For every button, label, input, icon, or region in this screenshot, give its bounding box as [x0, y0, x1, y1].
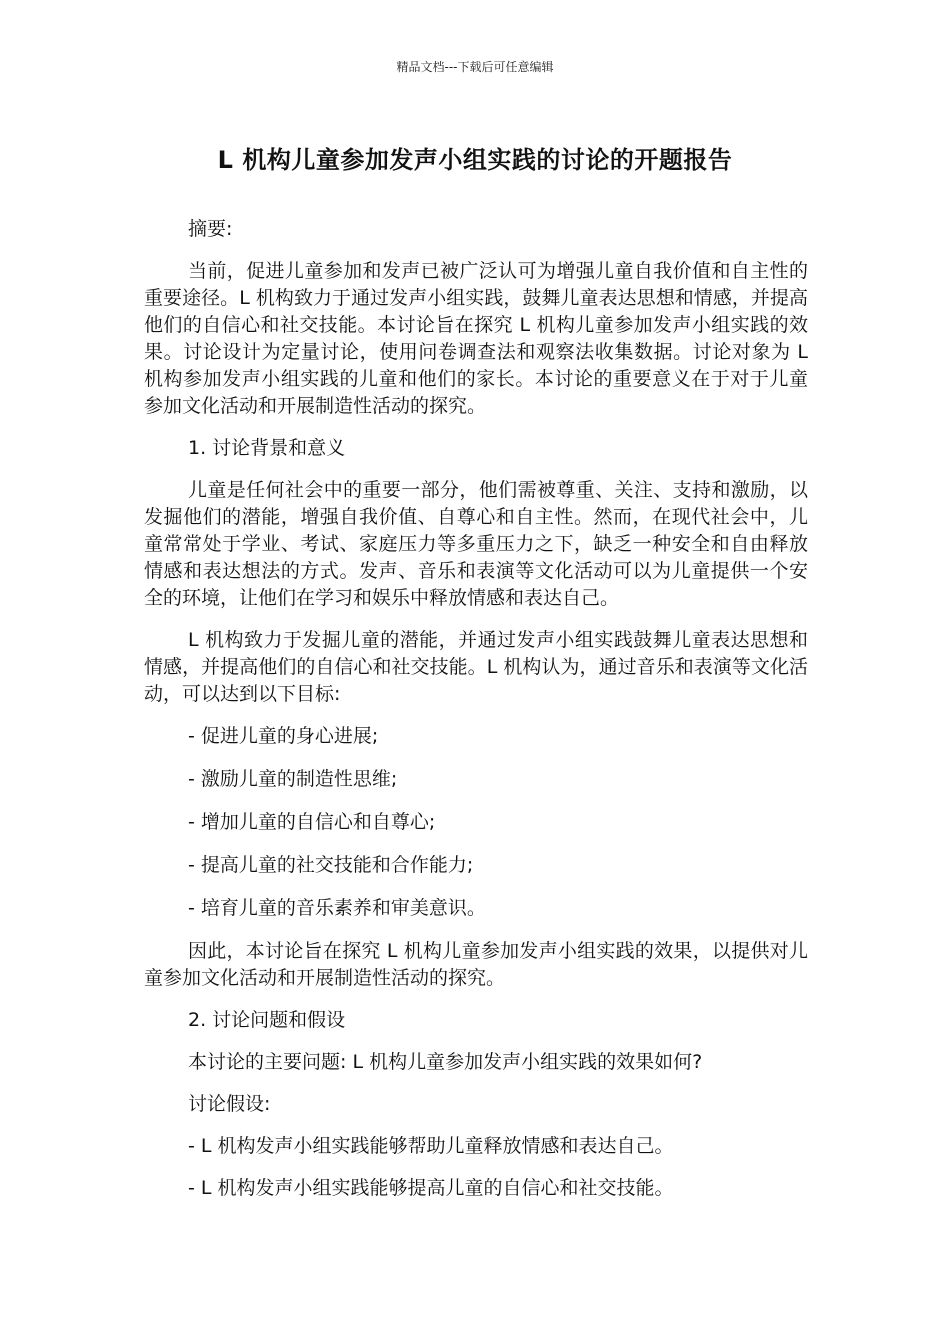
abstract-heading: 摘要: [188, 218, 233, 240]
hypothesis-item: - L 机构发声小组实践能够帮助儿童释放情感和表达自己。 [188, 1135, 674, 1157]
purpose-paragraph: 因此，本讨论旨在探究 L 机构儿童参加发声小组实践的效果，以提供对儿童参加文化活动和开展制造性活动的探究。 [144, 940, 808, 989]
goal-list-item: - 增加儿童的自信心和自尊心; [188, 811, 436, 833]
goal-list-item: - 培育儿童的音乐素养和审美意识。 [188, 897, 486, 919]
institution-paragraph: L 机构致力于发掘儿童的潜能，并通过发声小组实践鼓舞儿童表达思想和情感，并提高他们的自信心和社交技能。L 机构认为，通过音乐和表演等文化活动，可以达到以下目标: [144, 629, 808, 705]
goal-list-item: - 激励儿童的制造性思维; [188, 768, 398, 790]
goal-list-item: - 提高儿童的社交技能和合作能力; [188, 854, 474, 876]
main-question: 本讨论的主要问题: L 机构儿童参加发声小组实践的效果如何? [188, 1051, 703, 1073]
background-paragraph: 儿童是任何社会中的重要一部分，他们需被尊重、关注、支持和激励，以发掘他们的潜能，增强自我价值、自尊心和自主性。然而，在现代社会中，儿童常常处于学业、考试、家庭压力等多重压力之下，缺乏一种安全和自由释放情感和表达想法的方式。发声、音乐和表演等文化活动可以为儿童提供一个安全的环境，让他们在学习和娱乐中释放情感和表达自己。 [144, 479, 808, 609]
hypothesis-item: - L 机构发声小组实践能够提高儿童的自信心和社交技能。 [188, 1177, 674, 1199]
document-title: L 机构儿童参加发声小组实践的讨论的开题报告 [217, 146, 733, 174]
section-heading-questions: 2. 讨论问题和假设 [188, 1009, 346, 1031]
header-note: 精品文档---下载后可任意编辑 [396, 60, 554, 74]
hypothesis-heading: 讨论假设: [188, 1093, 271, 1115]
section-heading-background: 1. 讨论背景和意义 [188, 437, 346, 459]
document-body [144, 216, 808, 1217]
goal-list-item: - 促进儿童的身心进展; [188, 725, 379, 747]
abstract-paragraph: 当前，促进儿童参加和发声已被广泛认可为增强儿童自我价值和自主性的重要途径。L 机构致力于通过发声小组实践，鼓舞儿童表达思想和情感，并提高他们的自信心和社交技能。本讨论旨在探究 L 机构儿童参加发声小组实践的效果。讨论设计为定量讨论，使用问卷调查法和观察法收集数据。讨论对象为 L 机构参加发声小组实践的儿童和他们的家长。本讨论的重要意义在于对于儿童参加文化活动和开展制造性活动的探究。 [144, 260, 808, 417]
